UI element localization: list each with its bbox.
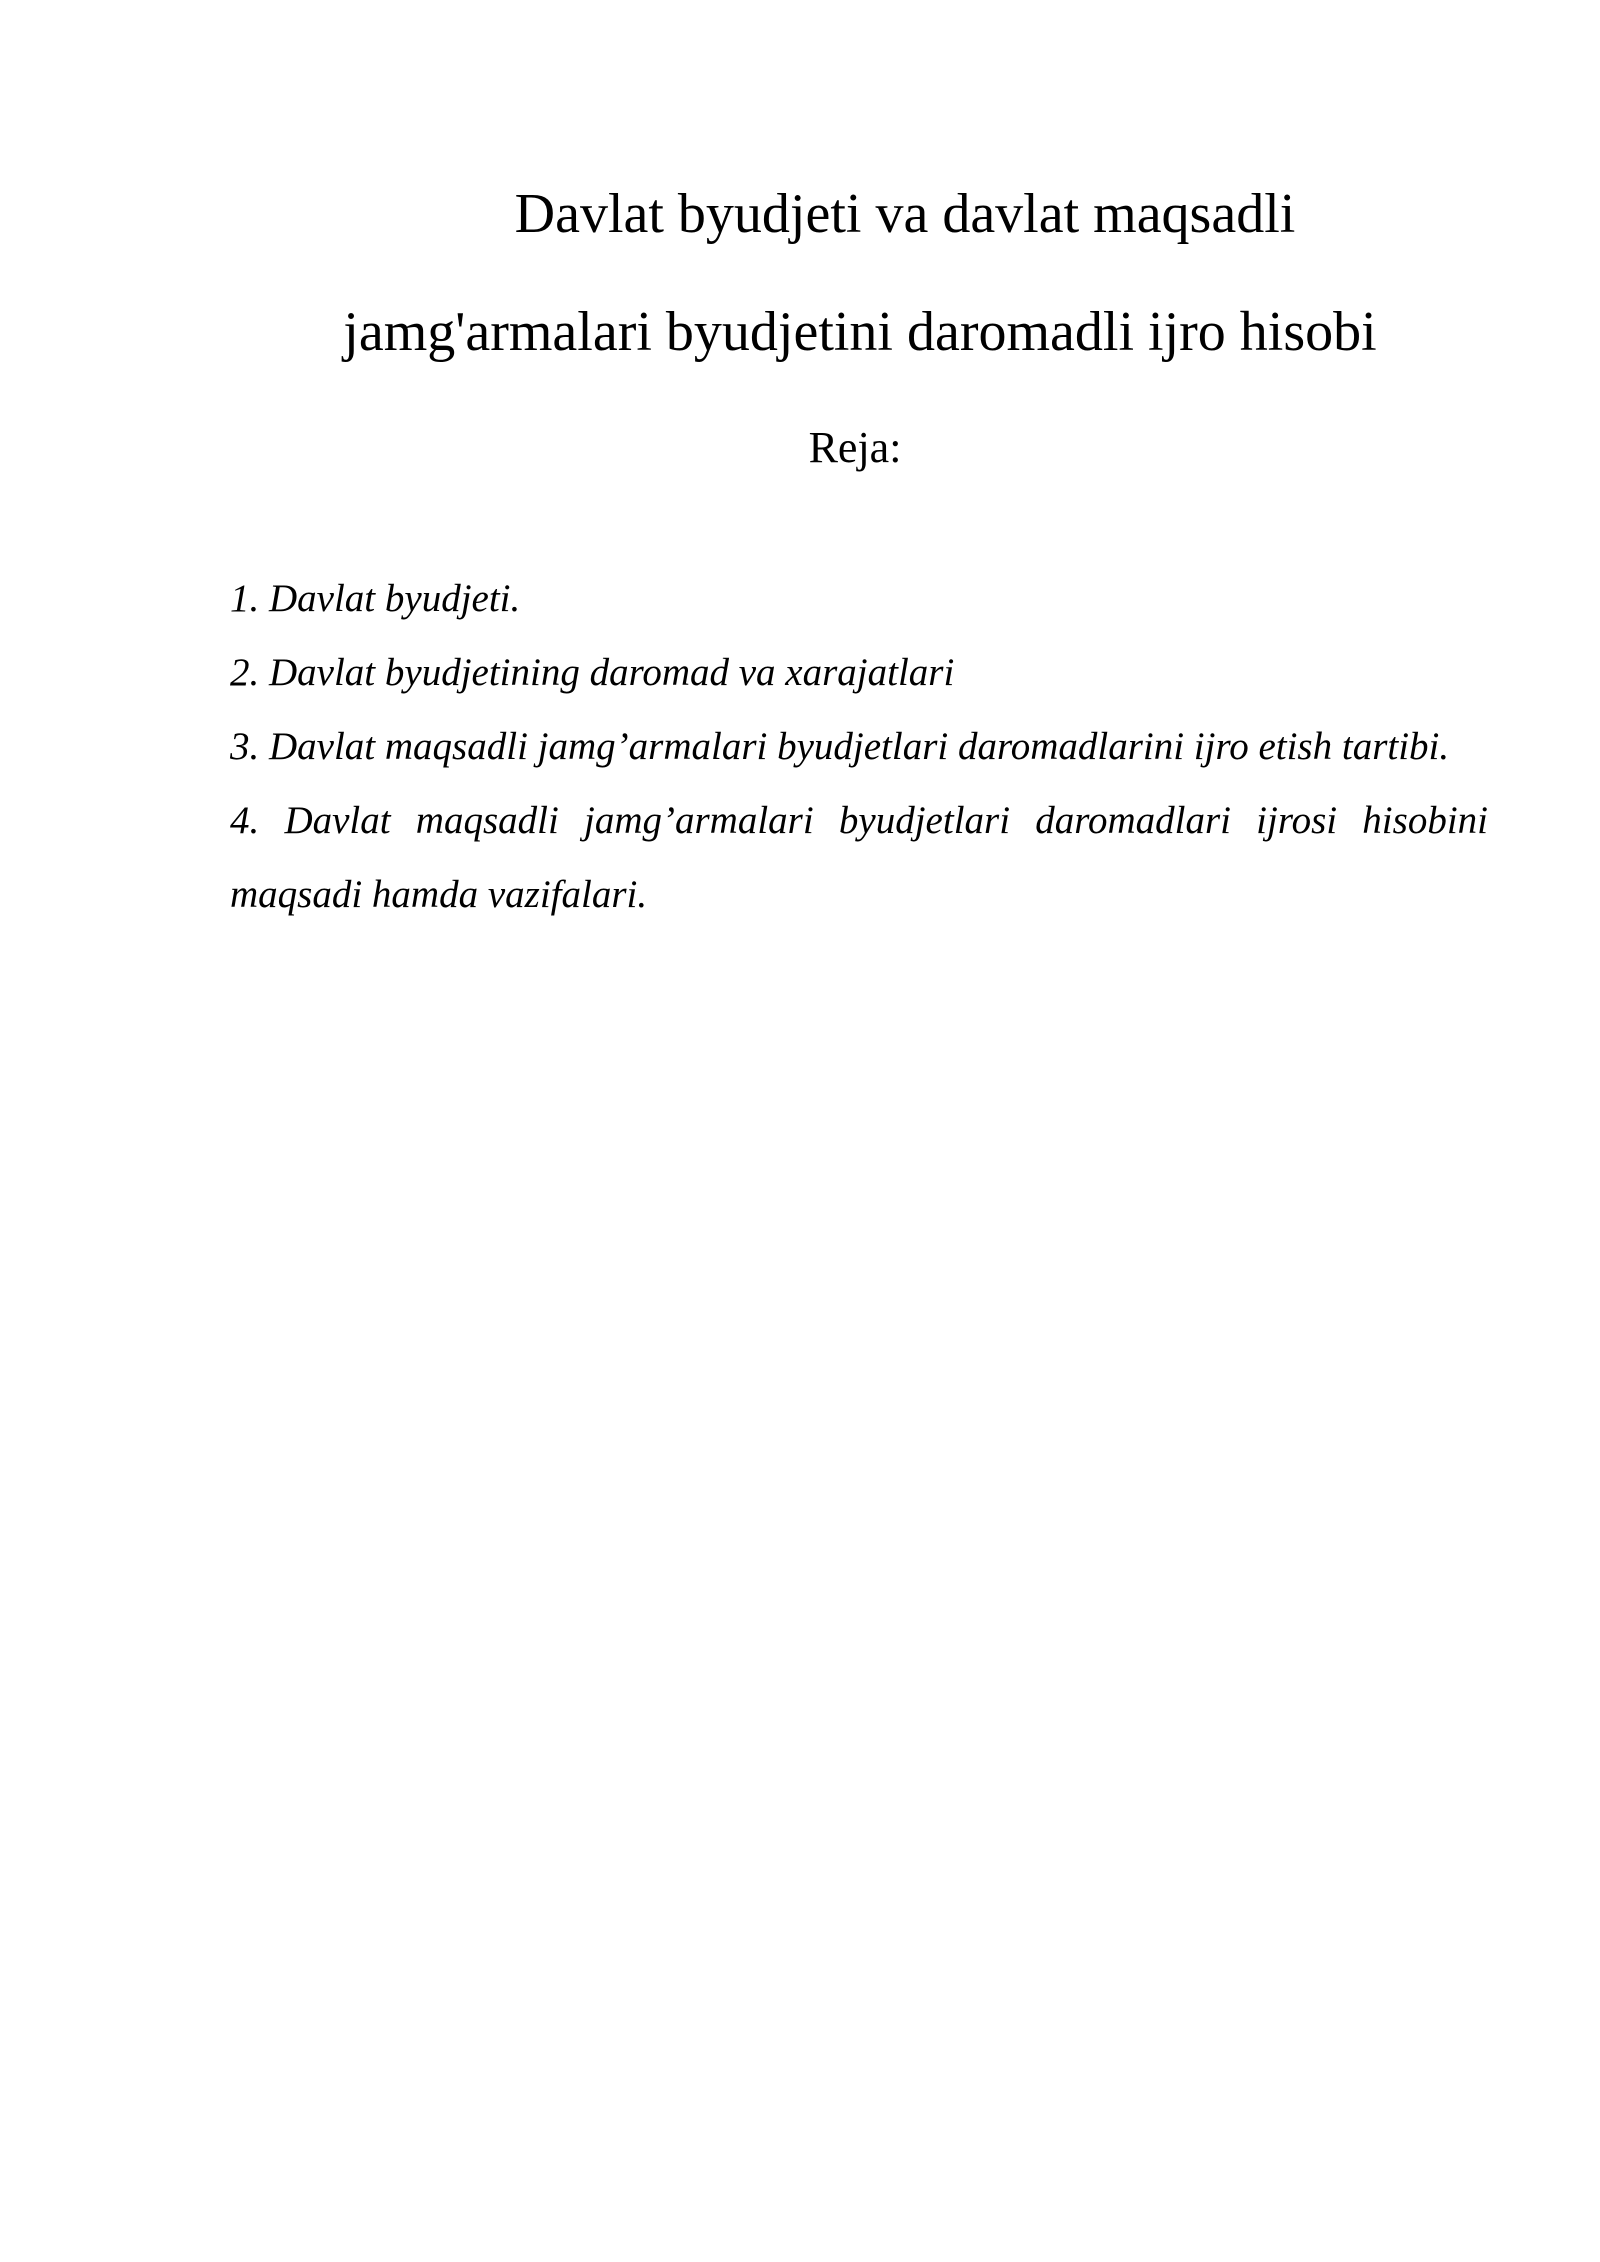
title-line-1: Davlat byudjeti va davlat maqsadli [514, 183, 1296, 245]
plan-heading: Reja: [808, 423, 902, 472]
plan-item-3: 3. Davlat maqsadli jamg’armalari byudjetlari daromadlarini ijro etish tartibi. [230, 725, 1450, 768]
plan-item-1: 1. Davlat byudjeti. [230, 577, 521, 620]
plan-list [230, 562, 1488, 932]
plan-item-4: 4. Davlat maqsadli jamg’armalari byudjetlari daromadlari ijrosi hisobini maqsadi hamda vazifalari. [230, 799, 1488, 916]
plan-item-2: 2. Davlat byudjetining daromad va xarajatlari [230, 651, 955, 694]
document-title [230, 150, 1490, 396]
title-line-2: jamg'armalari byudjetini daromadli ijro hisobi [343, 301, 1377, 363]
